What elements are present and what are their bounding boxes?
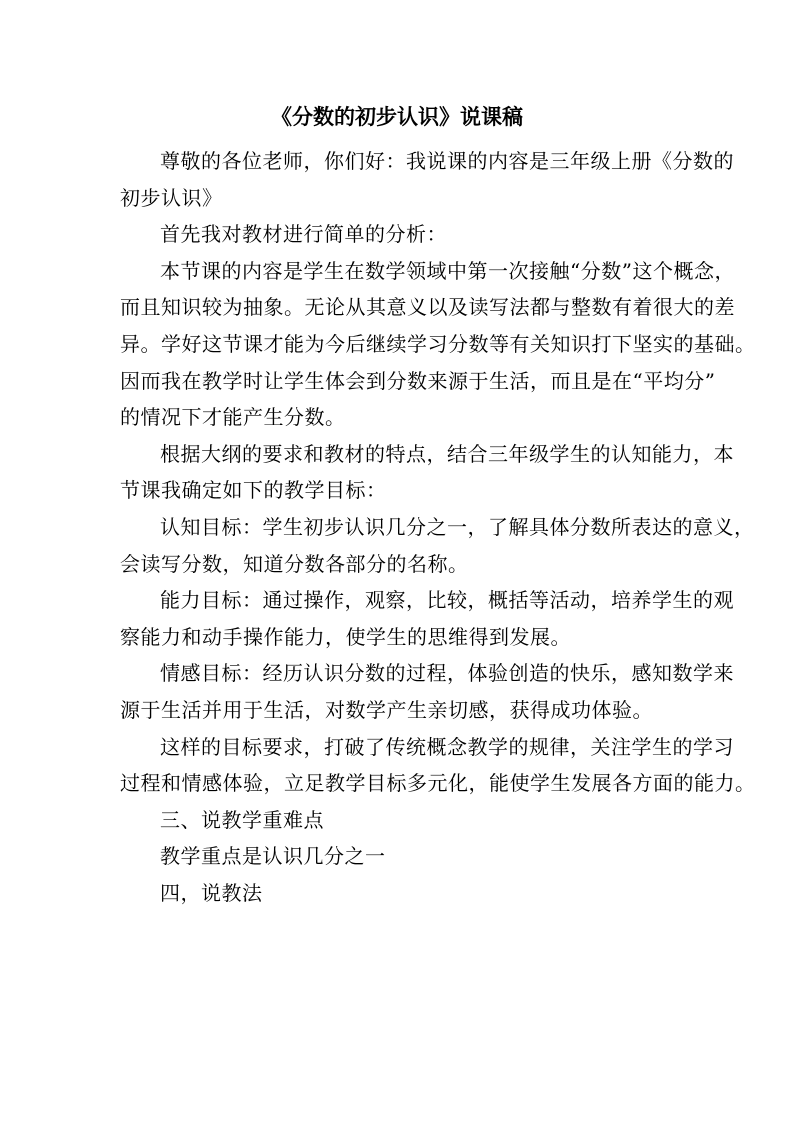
paragraph-line: 情感目标：经历认识分数的过程，体验创造的快乐，感知数学来 xyxy=(160,661,734,686)
document-title: 《分数的初步认识》说课稿 xyxy=(271,105,523,129)
paragraph-line: 因而我在教学时让学生体会到分数来源于生活，而且是在“平均分” xyxy=(120,368,716,393)
paragraph xyxy=(120,436,734,509)
paragraph xyxy=(120,143,734,216)
paragraph-line: 节课我确定如下的教学目标： xyxy=(120,478,387,503)
paragraph xyxy=(120,875,682,912)
paragraph-line: 会读写分数，知道分数各部分的名称。 xyxy=(120,551,469,576)
paragraph-line: 尊敬的各位老师，你们好：我说课的内容是三年级上册《分数的 xyxy=(160,149,734,173)
paragraph xyxy=(120,509,755,582)
paragraph-line: 异。学好这节课才能为今后继续学习分数等有关知识打下坚实的基础。 xyxy=(120,331,756,356)
paragraph xyxy=(120,729,756,802)
paragraph-line: 本节课的内容是学生在数学领域中第一次接触“分数”这个概念， xyxy=(160,258,735,283)
paragraph xyxy=(120,582,734,655)
document-body xyxy=(120,143,756,911)
paragraph-line: 察能力和动手操作能力，使学生的思维得到发展。 xyxy=(120,624,571,649)
paragraph-line: 而且知识较为抽象。无论从其意义以及读写法都与整数有着很大的差 xyxy=(120,295,735,320)
paragraph-line: 能力目标：通过操作，观察，比较，概括等活动，培养学生的观 xyxy=(160,588,734,613)
paragraph-line: 这样的目标要求，打破了传统概念教学的规律，关注学生的学习 xyxy=(160,734,734,759)
paragraph xyxy=(120,802,682,839)
paragraph-line: 四，说教法 xyxy=(160,880,263,905)
paragraph-line: 初步认识》 xyxy=(120,185,223,210)
paragraph xyxy=(120,838,682,875)
paragraph-line: 源于生活并用于生活，对数学产生亲切感，获得成功体验。 xyxy=(120,697,653,722)
paragraph-line: 过程和情感体验，立足教学目标多元化，能使学生发展各方面的能力。 xyxy=(120,771,756,796)
paragraph xyxy=(120,216,682,253)
paragraph-line: 首先我对教材进行简单的分析： xyxy=(160,222,447,247)
paragraph xyxy=(120,253,756,436)
paragraph-line: 的情况下才能产生分数。 xyxy=(120,405,346,430)
paragraph xyxy=(120,655,734,728)
paragraph-line: 根据大纲的要求和教材的特点，结合三年级学生的认知能力，本 xyxy=(160,441,734,466)
paragraph-line: 认知目标：学生初步认识几分之一，了解具体分数所表达的意义， xyxy=(160,514,755,539)
paragraph-line: 三、说教学重难点 xyxy=(160,807,324,832)
paragraph-line: 教学重点是认识几分之一 xyxy=(160,844,386,869)
